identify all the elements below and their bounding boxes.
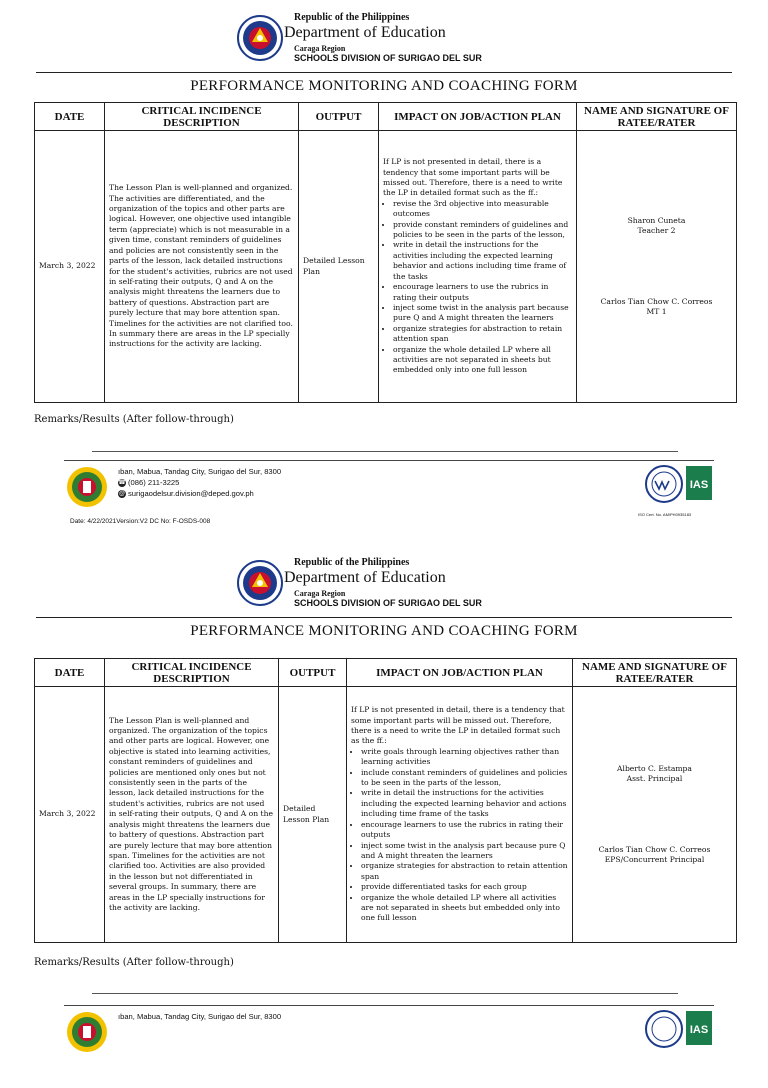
division-logo-icon [66, 1011, 108, 1053]
action-list [351, 747, 568, 924]
list-item: • organize strategies for abstraction to retain attention span [393, 324, 572, 345]
email-icon: @ [118, 491, 126, 497]
phone-icon: ☎ [118, 480, 126, 486]
region-line: Caraga Region [294, 589, 346, 598]
ias-label: IAS [689, 479, 709, 491]
ias-label: IAS [689, 1024, 709, 1036]
footer-date-line: Date: 4/22/2021Version:V2 DC No: F-OSDS-008 [70, 518, 211, 525]
coaching-table [34, 658, 737, 943]
list-item: • write in detail the instructions for the activities including the expected learning behavior and actions including time frame of the tasks [393, 240, 572, 282]
output-cell: Detailed Lesson Plan [279, 687, 347, 943]
coaching-table [34, 102, 737, 403]
list-item: • inject some twist in the analysis part because pure Q and A might threaten the learners [393, 303, 572, 324]
description-cell: The Lesson Plan is well-planned and organized. The organization of the topics and other parts are logical. However, one objective is stated into learning activities, constant reminders of guidelines and policies are mentioned only ones but not consistently seen in the parts of the lesson, lack detailed instructions for the student's activities, rubrics are not used in self-rating their outputs, Q and A on the analysis might threatens the learners due to battery of questions. Abstraction part are purely lecture that may bore attention span. Timelines for the activities are not clarified too. Activities are also provided in the lesson but not differentiated in several groups. In summary, there are areas in the LP specially instructions for the activity are lacking. [105, 687, 279, 943]
col-name-signature: NAME AND SIGNATURE OF RATEE/RATER [577, 103, 737, 131]
list-item: • organize the whole detailed LP where all activities are not separated in sheets but embedded only into one full lesson [361, 893, 568, 924]
col-description: CRITICAL INCIDENCE DESCRIPTION [105, 659, 279, 687]
col-output: OUTPUT [299, 103, 379, 131]
col-action-plan: IMPACT ON JOB/ACTION PLAN [379, 103, 577, 131]
rater-name: Carlos Tian Chow C. Correos [600, 296, 713, 306]
rater-title: EPS/Concurrent Principal [604, 854, 705, 864]
ratee-title: Teacher 2 [637, 226, 676, 236]
cert-number: ISO Cert. No. AM/PH0935183 [638, 512, 692, 517]
list-item: • organize strategies for abstraction to retain attention span [361, 861, 568, 882]
letterhead [236, 10, 696, 66]
remarks-line [92, 993, 678, 994]
remarks-label: Remarks/Results (After follow-through) [34, 957, 234, 968]
ratee-name: Alberto C. Estampa [617, 763, 692, 773]
col-description: CRITICAL INCIDENCE DESCRIPTION [105, 103, 299, 131]
date-cell: March 3, 2022 [35, 687, 105, 943]
republic-line: Republic of the Philippines [294, 557, 410, 568]
deped-seal-icon [236, 559, 284, 607]
action-plan-cell [379, 131, 577, 403]
action-intro: If LP is not presented in detail, there is a tendency that some important parts will be missed out. Therefore, there is a need to write the LP in detailed format such as the ff.: [351, 705, 565, 746]
table-row [35, 131, 737, 403]
header-divider [36, 617, 732, 618]
form-page-2 [0, 545, 768, 1088]
col-output: OUTPUT [279, 659, 347, 687]
col-action-plan: IMPACT ON JOB/ACTION PLAN [347, 659, 573, 687]
rater-title: MT 1 [646, 306, 667, 316]
list-item: • inject some twist in the analysis part because pure Q and A might threaten the learners [361, 841, 568, 862]
action-intro: If LP is not presented in detail, there is a tendency that some important parts will be missed out. Therefore, there is a need to write the LP in detailed format such as the ff.: [383, 157, 563, 198]
list-item: • include constant reminders of guidelines and policies to be seen in the parts of the lesson, [361, 768, 568, 789]
name-signature-cell [573, 687, 737, 943]
list-item: • revise the 3rd objective into measurable outcomes [393, 199, 572, 220]
footer [64, 1005, 714, 1075]
region-line: Caraga Region [294, 44, 346, 53]
header-divider [36, 72, 732, 73]
date-cell: March 3, 2022 [35, 131, 105, 403]
col-date: DATE [35, 659, 105, 687]
ratee-name: Sharon Cuneta [627, 215, 686, 225]
list-item: • provide constant reminders of guidelines and policies to be seen in the parts of the lesson, [393, 220, 572, 241]
remarks-label: Remarks/Results (After follow-through) [34, 414, 234, 425]
list-item: • organize the whole detailed LP where all activities are not separated in sheets but embedded only into one full lesson [393, 345, 572, 376]
form-page-1 [0, 0, 768, 543]
division-logo-icon [66, 466, 108, 508]
footer [64, 460, 714, 530]
rater-name: Carlos Tian Chow C. Correos [598, 844, 711, 854]
col-date: DATE [35, 103, 105, 131]
ratee-title: Asst. Principal [626, 774, 683, 784]
action-list [383, 199, 572, 376]
list-item: • encourage learners to use the rubrics in rating their outputs [361, 820, 568, 841]
department-line: Department of Education [284, 24, 446, 41]
remarks-line [92, 451, 678, 452]
output-cell: Detailed Lesson Plan [299, 131, 379, 403]
republic-line: Republic of the Philippines [294, 12, 410, 23]
table-row [35, 687, 737, 943]
form-title: PERFORMANCE MONITORING AND COACHING FORM [190, 623, 578, 639]
certification-badges-icon [644, 464, 714, 508]
footer-phone: (086) 211-3225 [128, 478, 180, 487]
deped-seal-icon [236, 14, 284, 62]
footer-divider [64, 460, 714, 461]
list-item: • write goals through learning objectives rather than learning activities [361, 747, 568, 768]
footer-divider [64, 1005, 714, 1006]
description-cell: The Lesson Plan is well-planned and organized. The activities are differentiated, and the organization of the topics and other parts are logical. However, one objective used intangible term (appreciate) which is not measurable in a given time, constant reminders of guidelines and policies are not consistently seen in the parts of the lesson, lack detailed instructions for the student's activities, rubrics are not used in self-rating their outputs, Q and A on the analysis might threatens the learners due to battery of questions. Abstraction part are purely lecture that may bore attention span. Timelines for the activities are not clarified too. In summary there are areas in the LP specially instructions for the activity are lacking. [105, 131, 299, 403]
footer-address: ıban, Mabua, Tandag City, Surigao del Sur, 8300 [118, 467, 282, 476]
list-item: • write in detail the instructions for the activities including the expected learning behavior and actions including time frame of the tasks [361, 788, 568, 819]
letterhead [236, 555, 696, 611]
division-line: SCHOOLS DIVISION OF SURIGAO DEL SUR [294, 53, 482, 63]
footer-address: ıban, Mabua, Tandag City, Surigao del Sur, 8300 [118, 1012, 282, 1021]
col-name-signature: NAME AND SIGNATURE OF RATEE/RATER [573, 659, 737, 687]
action-plan-cell [347, 687, 573, 943]
department-line: Department of Education [284, 569, 446, 586]
division-line: SCHOOLS DIVISION OF SURIGAO DEL SUR [294, 598, 482, 608]
form-title: PERFORMANCE MONITORING AND COACHING FORM [190, 78, 578, 94]
name-signature-cell [577, 131, 737, 403]
certification-badges-icon [644, 1009, 714, 1053]
list-item: • provide differentiated tasks for each group [361, 882, 568, 892]
list-item: • encourage learners to use the rubrics in rating their outputs [393, 282, 572, 303]
footer-email: surigaodelsur.division@deped.gov.ph [128, 489, 254, 498]
